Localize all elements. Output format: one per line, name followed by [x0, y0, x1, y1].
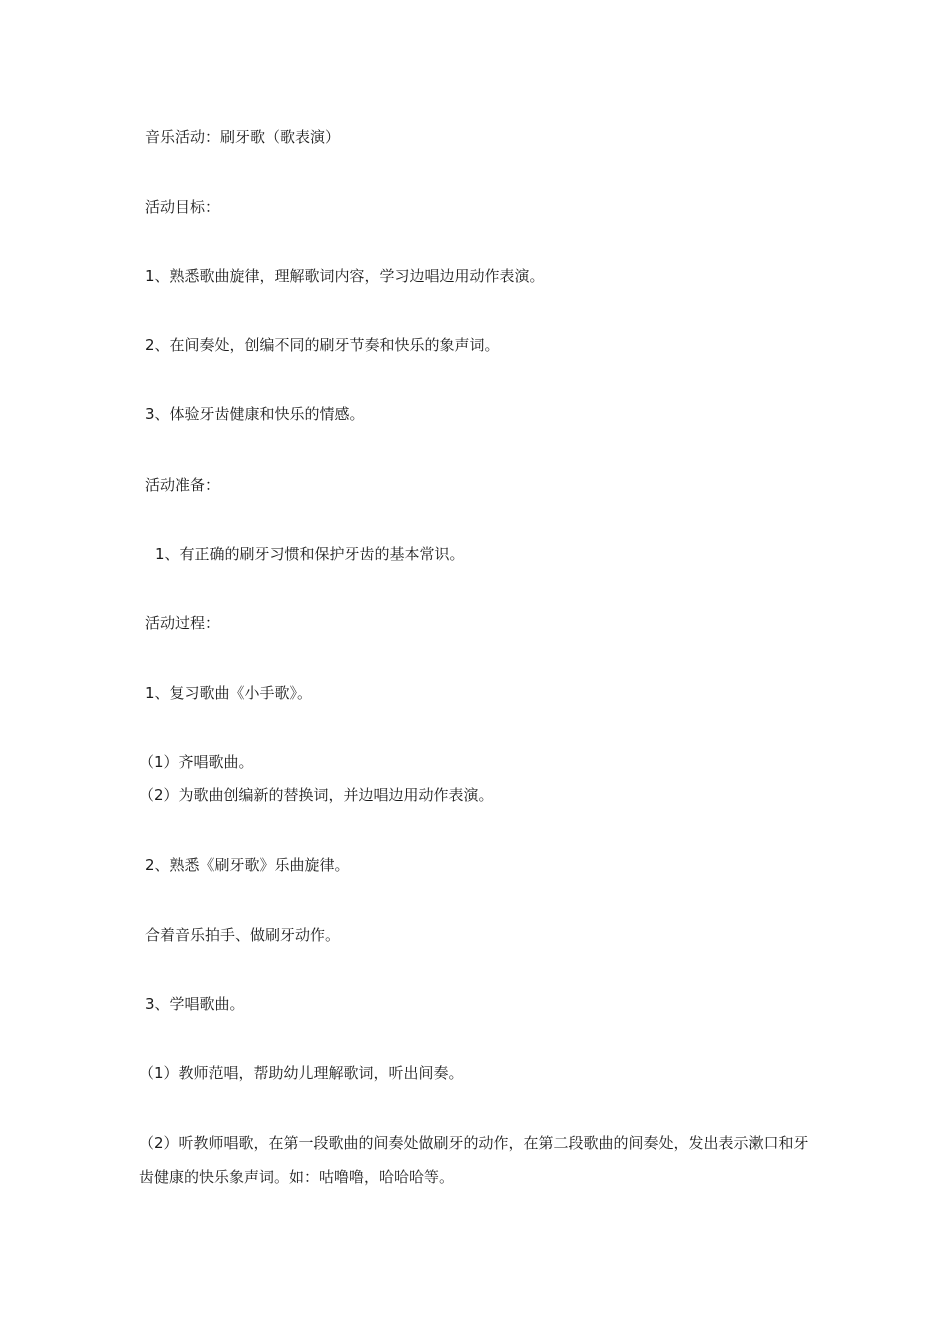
goal-item: 1、熟悉歌曲旋律，理解歌词内容，学习边唱边用动作表演。 [145, 267, 545, 285]
goal-item: 2、在间奏处，创编不同的刷牙节奏和快乐的象声词。 [145, 336, 500, 354]
process-step: 2、熟悉《刷牙歌》乐曲旋律。 [145, 856, 350, 874]
goals-heading: 活动目标： [145, 198, 221, 216]
document-title: 音乐活动：刷牙歌（歌表演） [145, 128, 341, 146]
process-detail: 合着音乐拍手、做刷牙动作。 [145, 926, 341, 944]
process-substep: （1）齐唱歌曲。 [139, 753, 254, 771]
prep-heading: 活动准备： [145, 476, 221, 494]
process-heading: 活动过程： [145, 614, 221, 632]
process-step: 3、学唱歌曲。 [145, 995, 245, 1013]
process-step: 1、复习歌曲《小手歌》。 [145, 684, 313, 702]
prep-item: 1、有正确的刷牙习惯和保护牙齿的基本常识。 [155, 545, 465, 563]
goal-item: 3、体验牙齿健康和快乐的情感。 [145, 405, 365, 423]
process-substep-paragraph: （2）听教师唱歌，在第一段歌曲的间奏处做刷牙的动作，在第二段歌曲的间奏处，发出表示漱口和牙齿健康的快乐象声词。如：咕噜噜，哈哈哈等。 [139, 1134, 809, 1186]
process-substep: （1）教师范唱，帮助幼儿理解歌词，听出间奏。 [139, 1064, 464, 1082]
process-substep: （2）为歌曲创编新的替换词，并边唱边用动作表演。 [139, 786, 494, 804]
